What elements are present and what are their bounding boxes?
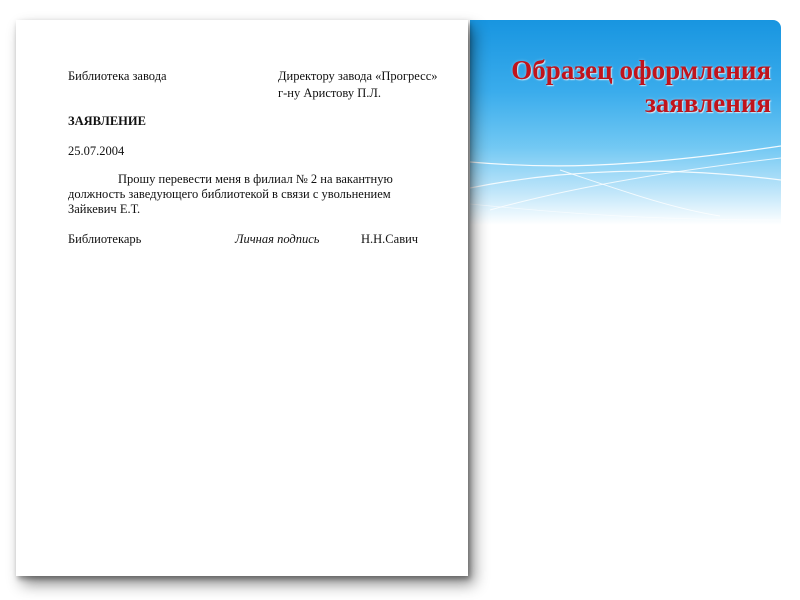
document-heading: ЗАЯВЛЕНИЕ	[68, 114, 146, 128]
body-line3: Зайкевич Е.Т.	[68, 202, 141, 216]
slide-title	[471, 54, 771, 120]
document-body	[68, 172, 428, 217]
document-date: 25.07.2004	[68, 144, 125, 158]
document-page	[16, 20, 468, 576]
recipient-line1: Директору завода «Прогресс»	[278, 69, 438, 83]
slide-title-line2: заявления	[644, 88, 771, 118]
body-line2: должность заведующего библиотекой в связи с увольнением	[68, 187, 391, 201]
sender-organization: Библиотека завода	[68, 69, 167, 83]
position-label: Библиотекарь	[68, 232, 142, 246]
title-banner	[470, 20, 781, 225]
slide-title-line1: Образец оформления	[511, 55, 771, 85]
body-line1: Прошу перевести меня в филиал № 2 на вакантную	[118, 172, 393, 186]
recipient-line2: г-ну Аристову П.Л.	[278, 86, 382, 100]
banner-swoosh-lines	[470, 20, 781, 225]
signer-name: Н.Н.Савич	[361, 232, 419, 246]
signature-placeholder: Личная подпись	[235, 232, 320, 246]
